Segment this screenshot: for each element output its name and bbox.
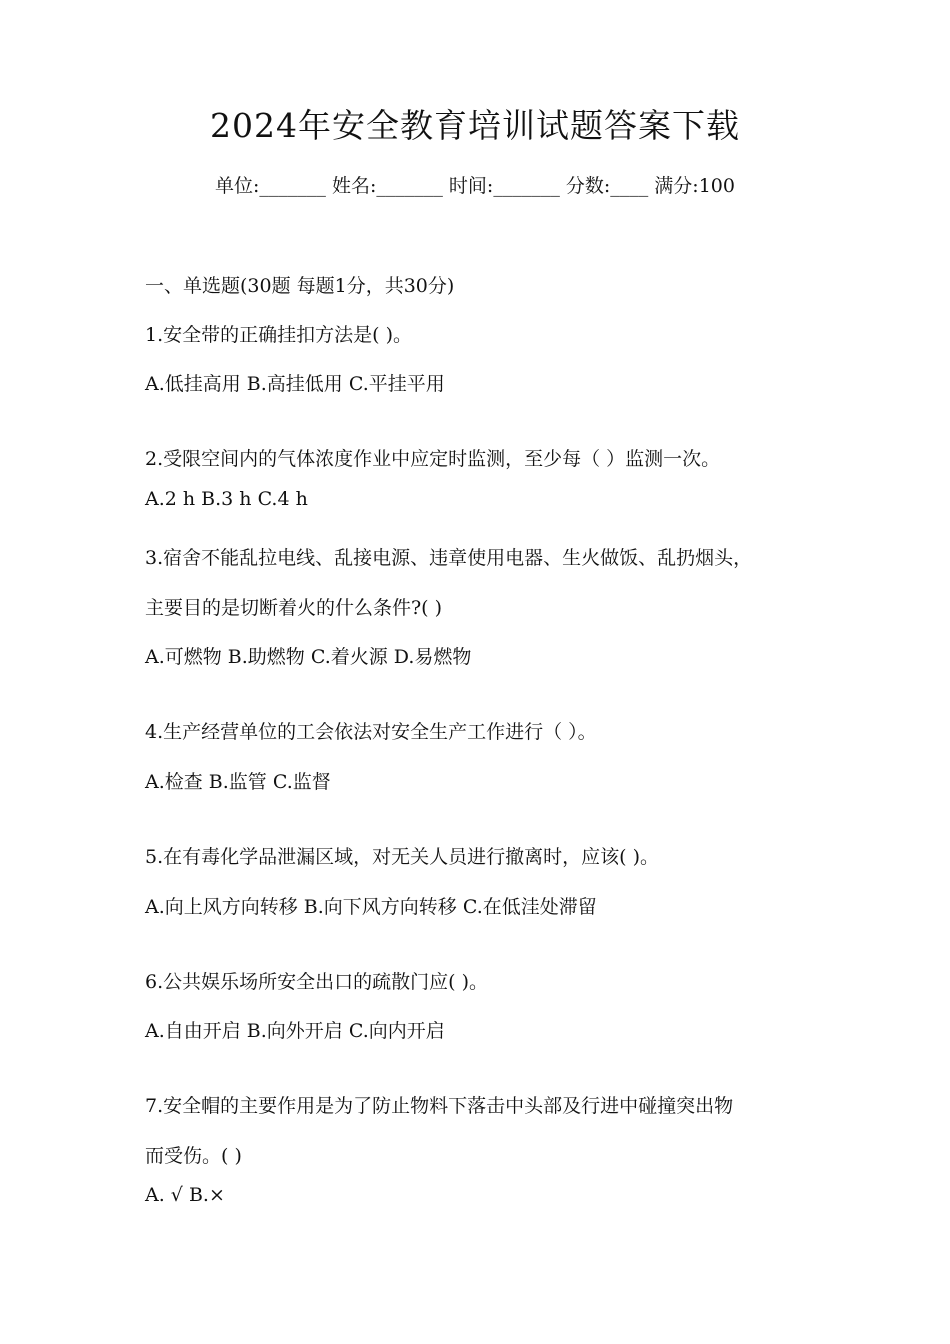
question-7-text-line-2: 而受伤。( ) — [145, 1145, 242, 1167]
question-7-options: A. √ B.× — [145, 1184, 225, 1206]
question-3-text-line-2: 主要目的是切断着火的什么条件?( ) — [145, 597, 443, 619]
question-5-text: 5.在有毒化学品泄漏区域，对无关人员进行撤离时，应该( )。 — [145, 846, 659, 868]
question-2-options: A.2 h B.3 h C.4 h — [145, 488, 308, 510]
question-1-options: A.低挂高用 B.高挂低用 C.平挂平用 — [145, 373, 445, 395]
exam-info-line: 单位:_______ 姓名:_______ 时间:_______ 分数:____ 满分:100 — [215, 175, 735, 197]
question-1-text: 1.安全带的正确挂扣方法是( )。 — [145, 324, 412, 346]
question-6-options: A.自由开启 B.向外开启 C.向内开启 — [145, 1020, 445, 1042]
question-5-options: A.向上风方向转移 B.向下风方向转移 C.在低洼处滞留 — [145, 896, 597, 918]
section-heading: 一、单选题(30题 每题1分，共30分) — [145, 275, 455, 297]
question-7-text-line-1: 7.安全帽的主要作用是为了防止物料下落击中头部及行进中碰撞突出物 — [145, 1095, 734, 1117]
question-4-options: A.检查 B.监管 C.监督 — [145, 771, 331, 793]
question-3-text-line-1: 3.宿舍不能乱拉电线、乱接电源、违章使用电器、生火做饭、乱扔烟头， — [145, 547, 753, 569]
question-4-text: 4.生产经营单位的工会依法对安全生产工作进行（ ）。 — [145, 721, 597, 743]
document-title: 2024年安全教育培训试题答案下载 — [210, 106, 740, 145]
question-6-text: 6.公共娱乐场所安全出口的疏散门应( )。 — [145, 971, 488, 993]
question-3-options: A.可燃物 B.助燃物 C.着火源 D.易燃物 — [145, 646, 472, 668]
question-2-text: 2.受限空间内的气体浓度作业中应定时监测，至少每（ ）监测一次。 — [145, 448, 721, 470]
